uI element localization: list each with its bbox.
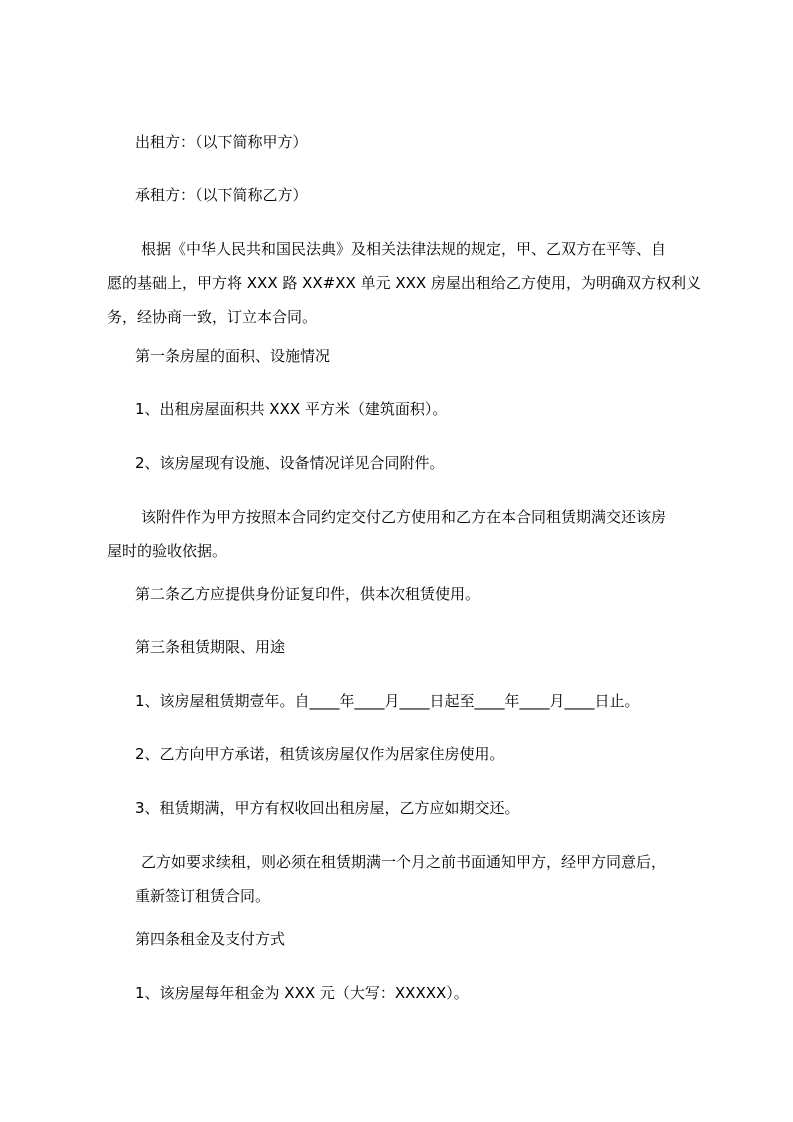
article-1-note [105,500,705,568]
article-3-heading: 第三条租赁期限、用途 [135,638,286,656]
preamble-paragraph [105,232,705,334]
article-4-item-1: 1、该房屋每年租金为 XXX 元（大写：XXXXX）。 [135,984,469,1002]
article-3-item-1: 1、该房屋租赁期壹年。自____年____月____日起至____年____月____日止。 [135,692,640,710]
article-3-item-2: 2、乙方向甲方承诺，租赁该房屋仅作为居家住房使用。 [135,745,505,763]
preamble-line-3: 务，经协商一致，订立本合同。 [107,308,318,326]
lessee-line: 承租方：（以下简称乙方） [135,186,308,204]
preamble-line-2: 愿的基础上，甲方将 XXX 路 XX#XX 单元 XXX 房屋出租给乙方使用，为明确双方权利义 [107,274,701,292]
article-3-note-line-2: 重新签订租赁合同。 [135,887,271,905]
article-3-item-3: 3、租赁期满，甲方有权收回出租房屋，乙方应如期交还。 [135,799,520,817]
article-2-heading: 第二条乙方应提供身份证复印件，供本次租赁使用。 [135,585,481,603]
article-4-heading: 第四条租金及支付方式 [135,930,286,948]
article-1-note-line-2: 屋时的验收依据。 [107,542,228,560]
article-1-heading: 第一条房屋的面积、设施情况 [135,347,331,365]
lessor-line: 出租方：（以下简称甲方） [135,133,308,151]
article-1-item-1: 1、出租房屋面积共 XXX 平方米（建筑面积）。 [135,400,448,418]
article-1-note-line-1: 该附件作为甲方按照本合同约定交付乙方使用和乙方在本合同租赁期满交还该房 [141,508,667,526]
article-3-note [105,845,705,913]
article-1-item-2: 2、该房屋现有设施、设备情况详见合同附件。 [135,454,445,472]
article-3-note-line-1: 乙方如要求续租，则必须在租赁期满一个月之前书面通知甲方，经甲方同意后， [141,853,667,871]
preamble-line-1: 根据《中华人民共和国民法典》及相关法律法规的规定，甲、乙双方在平等、自 [141,240,667,258]
